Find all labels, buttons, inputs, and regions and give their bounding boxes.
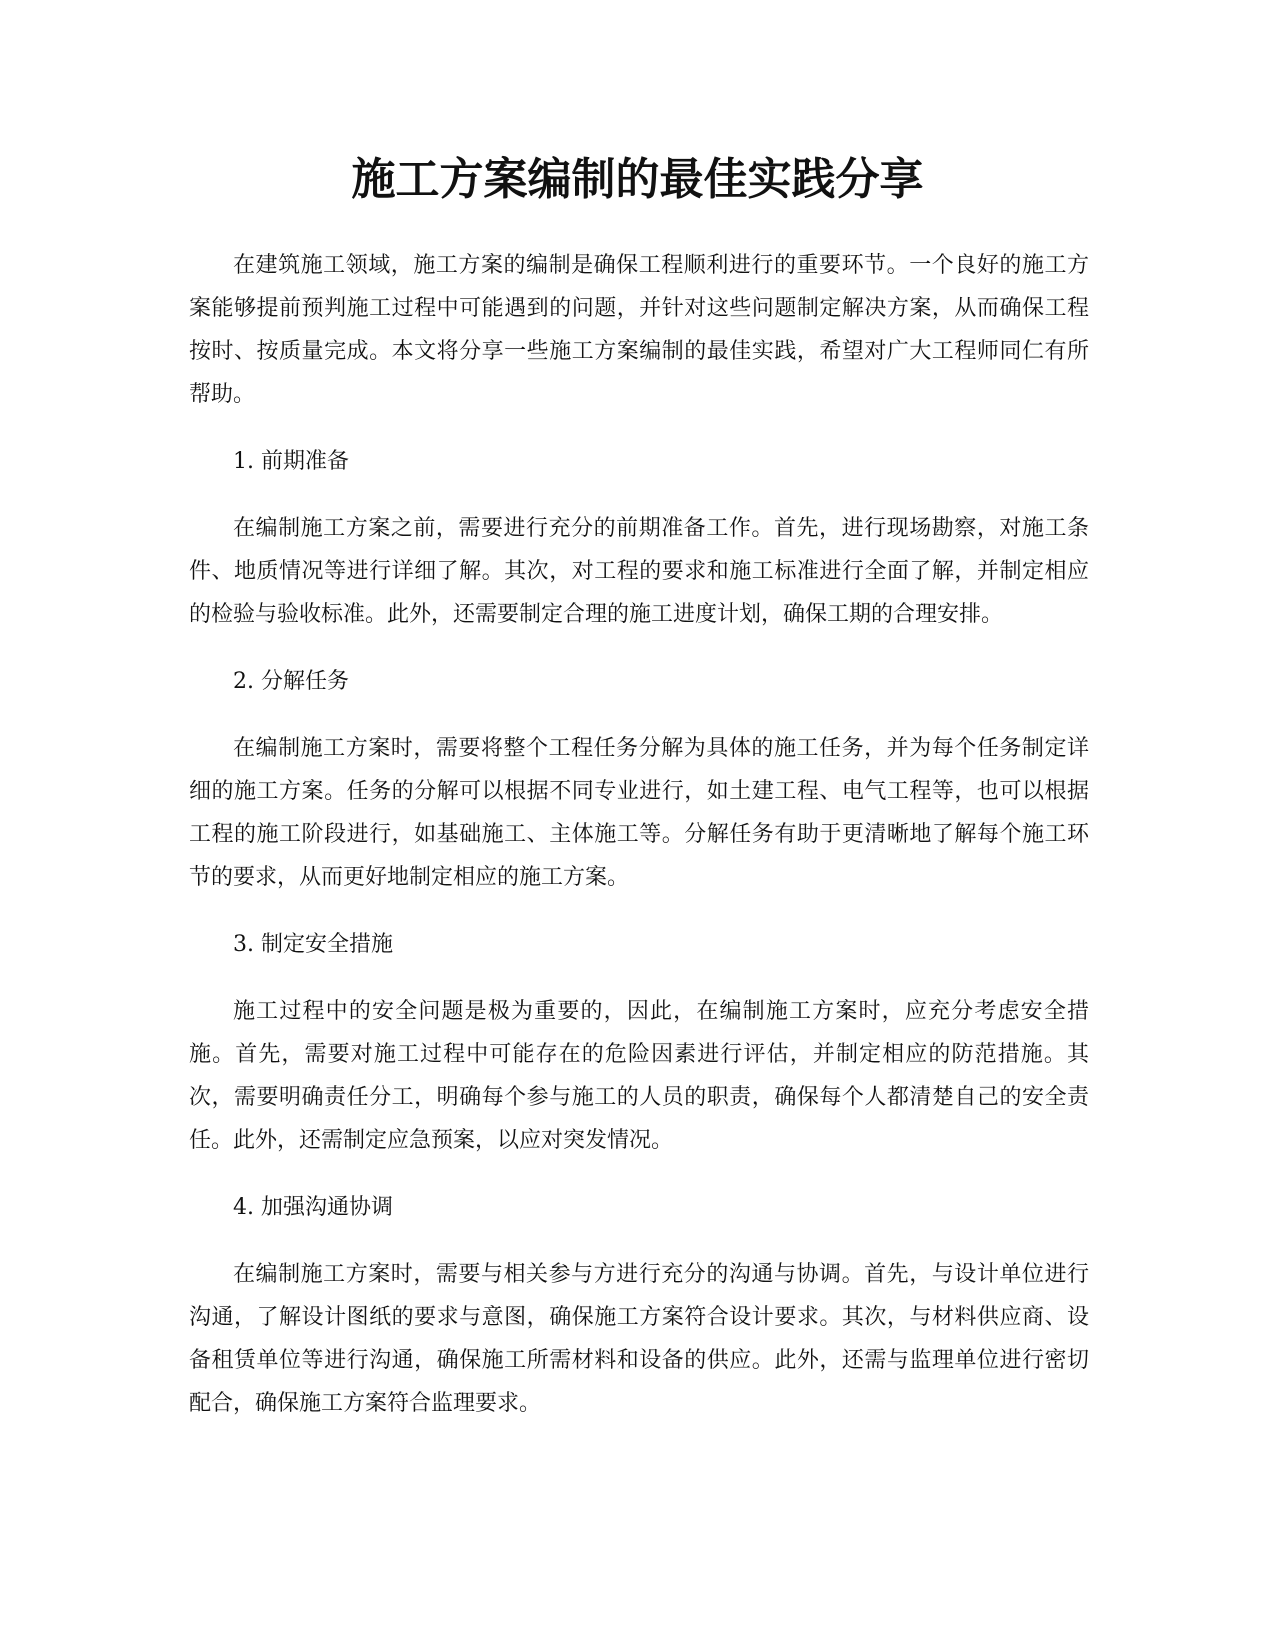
intro-paragraph: 在建筑施工领域，施工方案的编制是确保工程顺利进行的重要环节。一个良好的施工方案能够提前预判施工过程中可能遇到的问题，并针对这些问题制定解决方案，从而确保工程按时、按质量完成。本文将分享一些施工方案编制的最佳实践，希望对广大工程师同仁有所帮助。 [189, 253, 1089, 407]
section-heading-task-breakdown: 2. 分解任务 [233, 669, 349, 694]
section-heading-preparation: 1. 前期准备 [233, 449, 349, 474]
section-text-preparation: 在编制施工方案之前，需要进行充分的前期准备工作。首先，进行现场勘察，对施工条件、地质情况等进行详细了解。其次，对工程的要求和施工标准进行全面了解，并制定相应的检验与验收标准。此外，还需要制定合理的施工进度计划，确保工期的合理安排。 [189, 516, 1089, 627]
section-heading-safety: 3. 制定安全措施 [233, 932, 393, 957]
section-text-task-breakdown: 在编制施工方案时，需要将整个工程任务分解为具体的施工任务，并为每个任务制定详细的施工方案。任务的分解可以根据不同专业进行，如土建工程、电气工程等，也可以根据工程的施工阶段进行，如基础施工、主体施工等。分解任务有助于更清晰地了解每个施工环节的要求，从而更好地制定相应的施工方案。 [189, 736, 1089, 890]
document-title: 施工方案编制的最佳实践分享 [351, 154, 924, 205]
section-text-safety: 施工过程中的安全问题是极为重要的，因此，在编制施工方案时，应充分考虑安全措施。首先，需要对施工过程中可能存在的危险因素进行评估，并制定相应的防范措施。其次，需要明确责任分工，明确每个参与施工的人员的职责，确保每个人都清楚自己的安全责任。此外，还需制定应急预案，以应对突发情况。 [189, 999, 1089, 1153]
document-body [189, 244, 1089, 1449]
section-heading-communication: 4. 加强沟通协调 [233, 1195, 393, 1220]
section-text-communication: 在编制施工方案时，需要与相关参与方进行充分的沟通与协调。首先，与设计单位进行沟通，了解设计图纸的要求与意图，确保施工方案符合设计要求。其次，与材料供应商、设备租赁单位等进行沟通，确保施工所需材料和设备的供应。此外，还需与监理单位进行密切配合，确保施工方案符合监理要求。 [189, 1262, 1089, 1416]
